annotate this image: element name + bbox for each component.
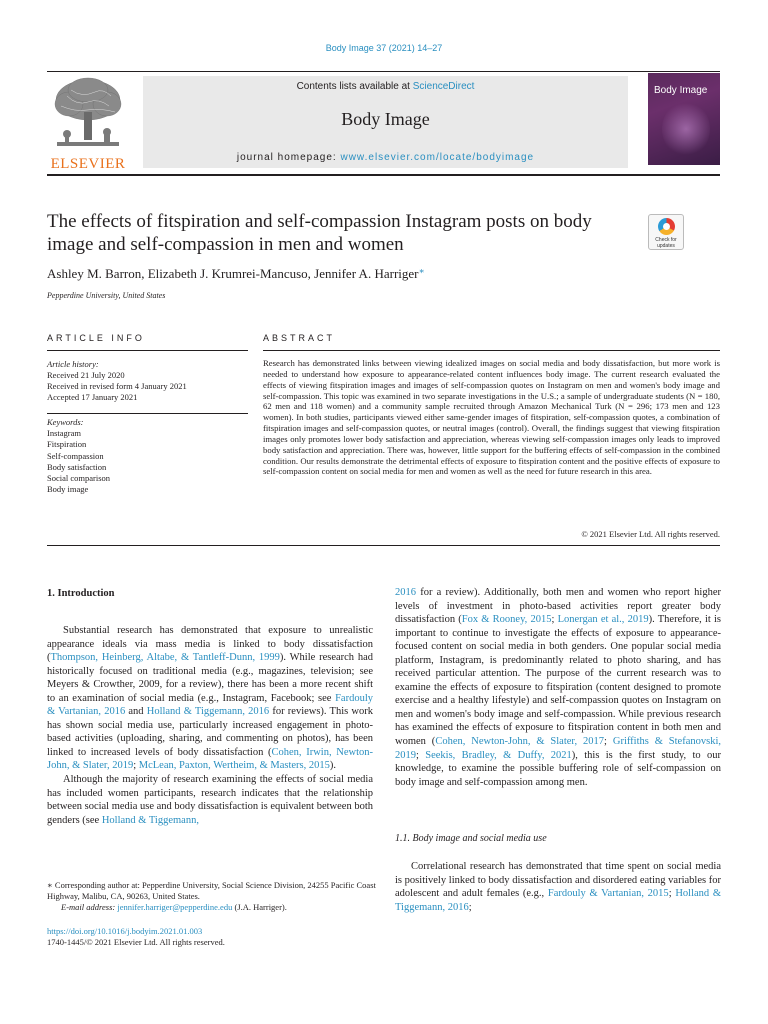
cover-artwork	[662, 101, 710, 157]
abstract-copyright: © 2021 Elsevier Ltd. All rights reserved.	[581, 529, 720, 539]
cover-title: Body Image	[654, 85, 708, 96]
issn-copyright: 1740-1445/© 2021 Elsevier Ltd. All rights reserved.	[47, 937, 225, 948]
sciencedirect-link[interactable]: ScienceDirect	[412, 81, 475, 92]
footnote-email-line: E-mail address: jennifer.harriger@pepperdine.edu (J.A. Harriger).	[61, 902, 287, 913]
citation-link[interactable]: Cohen, Irwin, Newton-John, & Slater, 2019	[47, 746, 373, 772]
subsection-heading: 1.1. Body image and social media use	[395, 833, 547, 844]
corresponding-author-footnote	[47, 880, 377, 914]
doi-link[interactable]: https://doi.org/10.1016/j.bodyim.2021.01.003	[47, 926, 203, 936]
article-title: The effects of fitspiration and self-compassion Instagram posts on body image and self-compassion in men and women	[47, 211, 592, 255]
authors-names: Ashley M. Barron, Elizabeth J. Krumrei-Mancuso, Jennifer A. Harriger	[47, 266, 419, 281]
footnote-text: ∗ Corresponding author at: Pepperdine University, Social Science Division, 24255 Pacific Coast Highway, Malibu, CA, 90263, United States.	[47, 880, 376, 902]
header-bottom-rule	[47, 174, 720, 176]
check-for-updates-label: Check for updates	[655, 237, 677, 249]
elsevier-wordmark: ELSEVIER	[50, 156, 126, 172]
article-info-heading: ARTICLE INFO	[47, 333, 145, 343]
citation-link[interactable]: Lonergan et al., 2019	[557, 614, 649, 626]
citation-link[interactable]: 2016	[395, 587, 416, 598]
citation-link[interactable]: Holland & Tiggemann, 2016	[395, 888, 721, 913]
paragraph: Substantial research has demonstrated that exposure to unrealistic appearance ideals via mass media is linked to body dissatisfaction (Thompson, Heinberg, Altabe, & Tantleff-Dunn, 1999). While research had historically focused on traditional media (e.g., magazines, television; see Meyers & Crowther, 2009, for a review), there has been a more recent shift to an examination of social media (e.g., Instagram, Facebook; see Fardouly & Vartanian, 2016 and Holland & Tiggemann, 2016 for reviews). This work has shown social media use, particularly increased engagement in photo-based activities (uploading, sharing, and commenting on photos), has been linked to increased levels of body dissatisfaction (Cohen, Irwin, Newton-John, & Slater, 2019; McLean, Paxton, Wertheim, & Masters, 2015).	[47, 625, 373, 772]
article-history	[47, 359, 247, 403]
author-list	[47, 266, 425, 282]
paragraph: Although the majority of research examining the effects of social media has included women participants, research indicates that the relationship between social media use and body dissatisfaction is equivalent between both genders (see Holland & Tiggemann,	[47, 774, 373, 826]
keyword-item: Self-compassion	[47, 450, 104, 461]
elsevier-tree-icon	[47, 76, 129, 150]
article-info-rule	[47, 350, 248, 351]
section-heading-introduction: 1. Introduction	[47, 588, 115, 599]
revised-date: Received in revised form 4 January 2021	[47, 381, 187, 391]
affiliation: Pepperdine University, United States	[47, 291, 166, 300]
keyword-item: Instagram	[47, 428, 81, 439]
paragraph: Correlational research has demonstrated that time spent on social media is positively linked to body dissatisfaction and disordered eating variables for adolescent and adult females (e.g., Fardouly & Vartanian, 2015; Holland & Tiggemann, 2016;	[395, 861, 721, 913]
corresponding-author-mark[interactable]: ∗	[418, 266, 425, 276]
journal-homepage-link[interactable]: www.elsevier.com/locate/bodyimage	[340, 152, 535, 163]
journal-name: Body Image	[341, 109, 430, 129]
crossmark-icon	[658, 218, 675, 235]
history-heading: Article history:	[47, 359, 99, 369]
keyword-item: Body image	[47, 484, 89, 495]
citation-link[interactable]: Holland & Tiggemann,	[101, 814, 199, 826]
elsevier-logo[interactable]	[47, 76, 129, 172]
keyword-item: Body satisfaction	[47, 461, 107, 472]
abstract-rule	[263, 350, 720, 351]
abstract-text: Research has demonstrated links between viewing idealized images on social media and body dissatisfaction, but more work is needed to understand how exposure to appearance-related content influences body image. The current research evaluated the effects of viewing fitspiration images and images of self-compassion quotes on Instagram on men and women's body image and self-compassion. This topic was examined in two separate investigations in the U.S.; a sample of undergraduate students (N = 180, 62 men and 118 women) and a community sample recruited through Amazon Mechanical Turk (N = 296; 173 men and 123 women). In both studies, participants viewed either same-gender images of fitspiration, self-compassion quotes, a combination of fitspiration images and self-compassion quotes, or neutral images (control). Overall, the findings suggest that viewing fitspiration images only promotes lower body satisfaction and appreciation, whereas viewing self-compassion images only leads to improved body satisfaction and appreciation. There was, however, little support for the buffering effects of self-compassion in the combined condition. Our results demonstrate the detrimental effects of exposure to fitspiration content and the positive effects of exposure to self-compassion content on social media for men and women as well as the need for future research in this area.	[263, 358, 720, 477]
journal-reference[interactable]: Body Image 37 (2021) 14–27	[325, 43, 443, 53]
abstract-heading: ABSTRACT	[263, 333, 336, 343]
citation-link[interactable]: Holland & Tiggemann, 2016	[146, 706, 270, 718]
body-right-column	[395, 586, 721, 789]
keyword-item: Social comparison	[47, 473, 111, 484]
keywords-rule	[47, 413, 248, 414]
citation-link[interactable]: Griffiths & Stefanovski, 2019	[395, 736, 722, 761]
journal-cover-thumbnail[interactable]	[648, 73, 720, 165]
paragraph: 2016 for a review). Additionally, both men and women who report higher levels of investment in photo-based activities report greater body dissatisfaction (Fox & Rooney, 2015; Lonergan et al., 2019). Therefore, it is important to continue to investigate the effects of exposure to appearance-focused content on social media in both genders. One popular social media platform, Instagram, is predominantly related to photo sharing, and has received particular attention. The purpose of the current research was to examine the effects of exposure to fitspiration (content designed to promote exercise and a healthy lifestyle) and self-compassion quotes on Instagram on men and women's body image and self-compassion. While previous research has examined the effects of exposure to fitspiration content in both men and women (Cohen, Newton-John, & Slater, 2017; Griffiths & Stefanovski, 2019; Seekis, Bradley, & Duffy, 2021), this is the first study, to our knowledge, to examine the possible buffering role of self-compassion on body image and self-compassion among men.	[395, 587, 722, 788]
received-date: Received 21 July 2020	[47, 370, 125, 380]
doi-block	[47, 926, 225, 948]
citation-link[interactable]: Seekis, Bradley, & Duffy, 2021	[425, 749, 572, 761]
homepage-line: journal homepage: www.elsevier.com/locate/bodyimage	[236, 152, 535, 163]
citation-link[interactable]: Fardouly & Vartanian, 2015	[547, 888, 669, 900]
body-left-column	[47, 624, 373, 827]
citation-link[interactable]: Fardouly & Vartanian, 2016	[47, 692, 373, 718]
keywords-heading: Keywords:	[47, 417, 84, 427]
keywords	[47, 417, 247, 495]
contents-line: Contents lists available at ScienceDirect	[296, 81, 475, 92]
journal-header-band	[143, 76, 628, 168]
front-matter-rule	[47, 545, 720, 546]
citation-link[interactable]: McLean, Paxton, Wertheim, & Masters, 2015	[138, 760, 330, 772]
citation-link[interactable]: Fox & Rooney, 2015	[461, 614, 552, 626]
header-top-rule	[47, 71, 720, 72]
author-email-link[interactable]: jennifer.harriger@pepperdine.edu	[117, 902, 233, 913]
check-for-updates-button[interactable]	[648, 214, 684, 250]
keyword-item: Fitspiration	[47, 439, 87, 450]
citation-link[interactable]: Cohen, Newton-John, & Slater, 2017	[435, 736, 605, 748]
accepted-date: Accepted 17 January 2021	[47, 392, 138, 402]
citation-link[interactable]: Thompson, Heinberg, Altabe, & Tantleff-Dunn, 1999	[50, 652, 280, 664]
body-right-column-continued	[395, 860, 721, 914]
